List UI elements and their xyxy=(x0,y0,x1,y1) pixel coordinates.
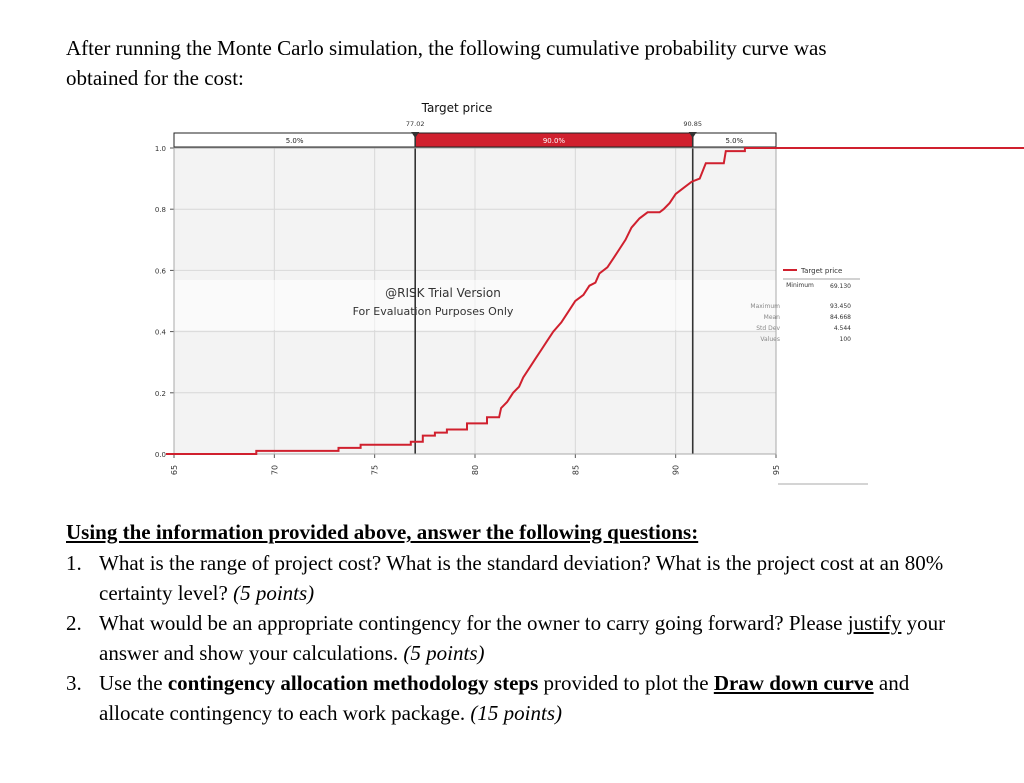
marker-label: 90.85 xyxy=(683,120,703,128)
watermark-line-2: For Evaluation Purposes Only xyxy=(352,305,514,318)
question-bold-b: Draw down curve xyxy=(713,671,874,695)
stat-value: 84.668 xyxy=(830,314,851,321)
question-number: 2. xyxy=(66,611,82,635)
x-tick-label: 90 xyxy=(671,464,681,476)
question-underlined-word: justify xyxy=(847,611,902,635)
question-points: (5 points) xyxy=(233,581,315,605)
question-text-a: Use the xyxy=(99,671,163,695)
y-tick-label: 0.2 xyxy=(154,389,166,398)
marker-label: 77.02 xyxy=(405,120,425,128)
band-label: 5.0% xyxy=(285,137,304,145)
y-tick-label: 1.0 xyxy=(154,145,166,153)
question-list xyxy=(66,548,946,728)
x-tick-label: 70 xyxy=(270,464,280,476)
intro-line-1: After running the Monte Carlo simulation, the following cumulative probability curve was xyxy=(66,36,827,60)
question-text-c: and allocate contingency to each work package. xyxy=(99,671,910,725)
x-tick-label: 65 xyxy=(170,464,179,476)
question-text: What is the range of project cost? What is the standard deviation? What is the project cost at an 80% certainty level? xyxy=(99,551,944,605)
y-tick-label: 0.6 xyxy=(154,267,166,276)
question-number: 3. xyxy=(66,671,82,695)
x-tick-label: 75 xyxy=(370,464,380,476)
question-2 xyxy=(66,608,946,668)
y-tick-label: 0.8 xyxy=(154,206,166,215)
band-label: 5.0% xyxy=(725,137,744,145)
question-number: 1. xyxy=(66,551,82,575)
stat-value: 4.544 xyxy=(833,325,851,332)
y-tick-label: 0.0 xyxy=(154,451,166,459)
stat-label: Std Dev xyxy=(756,325,780,332)
question-1 xyxy=(66,548,946,608)
stat-value: 100 xyxy=(839,336,851,343)
percentile-bands xyxy=(174,133,776,147)
intro-line-2: obtained for the cost: xyxy=(66,66,244,90)
question-points: (5 points) xyxy=(403,641,485,665)
stat-value: 69.130 xyxy=(830,283,851,290)
watermark-line-1: @RISK Trial Version xyxy=(385,286,501,300)
stat-label: Mean xyxy=(763,314,780,321)
question-3 xyxy=(66,668,946,728)
x-tick-label: 80 xyxy=(471,464,480,476)
questions-heading: Using the information provided above, answer the following questions: xyxy=(66,520,699,544)
question-text-b: provided to plot the xyxy=(543,671,709,695)
y-tick-label: 0.4 xyxy=(154,328,166,337)
stat-label: Values xyxy=(760,336,780,343)
question-bold-a: contingency allocation methodology steps xyxy=(167,671,539,695)
chart-title: Target price xyxy=(421,101,493,115)
x-tick-label: 95 xyxy=(772,464,781,476)
stat-value: 93.450 xyxy=(830,303,851,310)
x-tick-label: 85 xyxy=(571,464,581,476)
question-text-continued: your answer and show your calculations. xyxy=(99,611,946,665)
stat-label: Maximum xyxy=(750,303,780,310)
stat-label: Minimum xyxy=(786,282,814,289)
question-text: What would be an appropriate contingency for the owner to carry going forward? Please xyxy=(99,611,843,635)
legend-label: Target price xyxy=(801,267,843,275)
band-label: 90.0% xyxy=(542,137,566,145)
legend xyxy=(783,267,860,279)
question-points: (15 points) xyxy=(470,701,562,725)
